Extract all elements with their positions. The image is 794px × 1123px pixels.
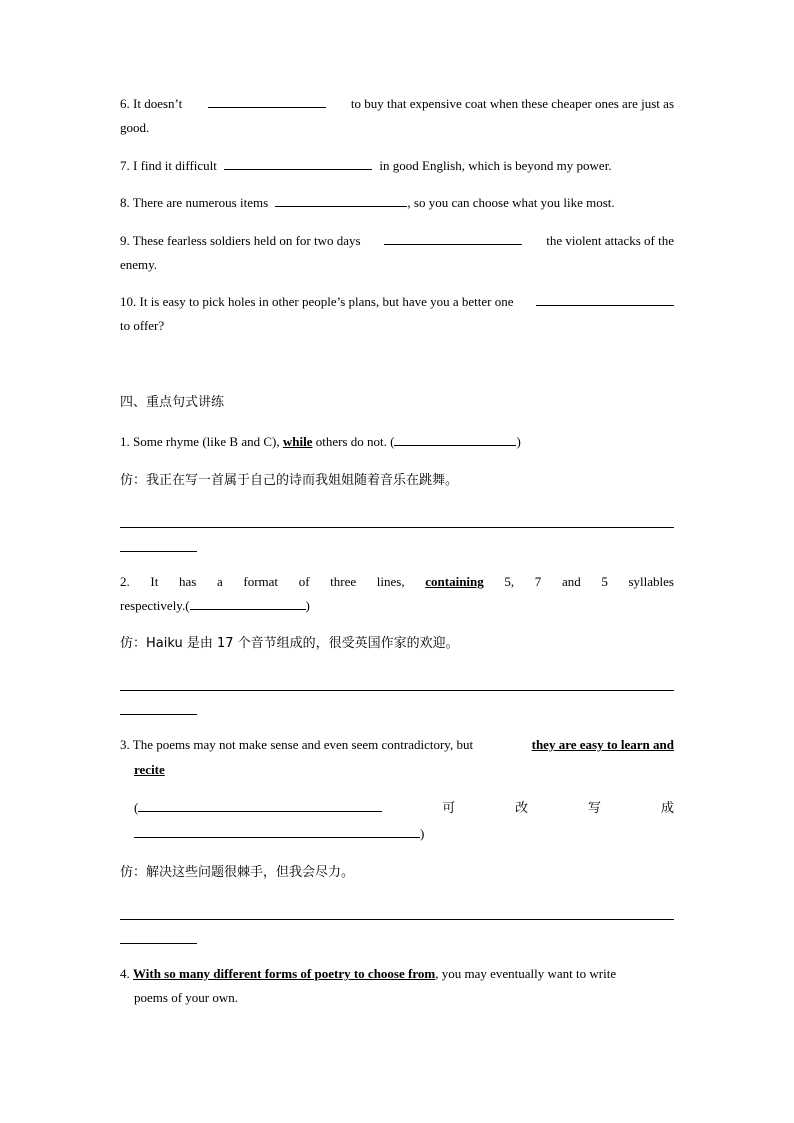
s3-rewrite-line bbox=[134, 796, 674, 821]
sentence-3 bbox=[120, 733, 674, 757]
s3-imitate: 仿：解决这些问题很棘手，但我会尽力。 bbox=[120, 865, 355, 880]
s2-word: 5 bbox=[601, 574, 608, 589]
q9-text-c: enemy. bbox=[120, 257, 158, 272]
question-9 bbox=[120, 229, 674, 253]
s1-answer-line-1[interactable] bbox=[120, 527, 674, 528]
s2-word: a bbox=[216, 574, 223, 589]
q9-blank[interactable] bbox=[384, 230, 522, 245]
s3-answer-line-1[interactable] bbox=[120, 919, 674, 920]
s2-word: syllables bbox=[628, 574, 674, 589]
s2-text-a: respectively.( bbox=[120, 598, 190, 613]
s4-text-a: , you may eventually want to write bbox=[435, 966, 617, 981]
s4-bold: With so many different forms of poetry to choose from bbox=[133, 966, 436, 981]
s1-bold: while bbox=[282, 434, 313, 449]
s2-line-2 bbox=[120, 594, 674, 618]
sentence-1 bbox=[120, 430, 674, 454]
q8-text-a: 8. There are numerous items bbox=[120, 195, 269, 210]
s2-word: three bbox=[330, 574, 357, 589]
s3-line-2 bbox=[134, 758, 674, 782]
s3-blank-2[interactable] bbox=[134, 823, 420, 838]
s2-word: 5, bbox=[504, 574, 515, 589]
q6-text-b: to buy that expensive coat when these cheaper ones are just as bbox=[350, 96, 674, 111]
sentence-2 bbox=[120, 570, 674, 594]
s2-word: It bbox=[150, 574, 159, 589]
question-8 bbox=[120, 191, 674, 215]
s2-bold: containing bbox=[425, 574, 484, 589]
s2-blank[interactable] bbox=[190, 595, 306, 610]
q10-text-c: to offer? bbox=[120, 318, 165, 333]
s1-text-c: ) bbox=[516, 434, 521, 449]
q10-blank[interactable] bbox=[536, 291, 674, 306]
q8-text-b: , so you can choose what you like most. bbox=[407, 195, 615, 210]
s1-imitate: 仿：我正在写一首属于自己的诗而我姐姐随着音乐在跳舞。 bbox=[120, 473, 459, 488]
s2-word: 7 bbox=[534, 574, 542, 589]
q6-blank[interactable] bbox=[208, 93, 326, 108]
s2-answer-line-2[interactable] bbox=[120, 714, 197, 715]
s4-text-b: poems of your own. bbox=[134, 990, 238, 1005]
s1-blank[interactable] bbox=[394, 431, 516, 446]
q10-text-a: 10. It is easy to pick holes in other people’s plans, but have you a better one bbox=[120, 294, 514, 309]
s3-paren-open: ( bbox=[134, 800, 139, 815]
s1-answer-line-2[interactable] bbox=[120, 551, 197, 552]
s2-word: format bbox=[243, 574, 279, 589]
s2-word: has bbox=[178, 574, 197, 589]
s3-rewrite-line-2 bbox=[134, 822, 674, 846]
s2-answer-line-1[interactable] bbox=[120, 690, 674, 691]
q8-blank[interactable] bbox=[275, 192, 407, 207]
s1-text-a: 1. Some rhyme (like B and C), bbox=[120, 434, 280, 449]
question-7 bbox=[120, 154, 674, 178]
s3-rewrite-open bbox=[134, 796, 382, 820]
s2-text-b: ) bbox=[305, 598, 310, 613]
s3-text-a: 3. The poems may not make sense and even seem contradictory, but bbox=[120, 737, 474, 752]
s3-bold-2: recite bbox=[134, 762, 165, 777]
q7-blank[interactable] bbox=[224, 155, 372, 170]
s2-word: of bbox=[298, 574, 310, 589]
section-4-title: 四、重点句式讲练 bbox=[120, 395, 225, 410]
s2-word: and bbox=[561, 574, 581, 589]
q6-text-a: 6. It doesn’t bbox=[120, 96, 183, 111]
q9-text-a: 9. These fearless soldiers held on for two days bbox=[120, 233, 361, 248]
q6-text-c: good. bbox=[120, 120, 150, 135]
question-10 bbox=[120, 290, 674, 314]
q7-text-b: in good English, which is beyond my power. bbox=[379, 158, 612, 173]
s2-word: 2. bbox=[120, 574, 130, 589]
s3-paren-close: ) bbox=[420, 826, 425, 841]
s4-num: 4. bbox=[120, 966, 130, 981]
question-6 bbox=[120, 92, 674, 116]
s3-char: 写 bbox=[588, 801, 602, 816]
s3-blank-1[interactable] bbox=[138, 797, 382, 812]
s3-char: 可 bbox=[442, 801, 456, 816]
s1-text-b: others do not. ( bbox=[315, 434, 395, 449]
s2-word: lines, bbox=[376, 574, 405, 589]
q7-text-a: 7. I find it difficult bbox=[120, 158, 217, 173]
s4-head bbox=[120, 962, 616, 986]
s2-imitate: 仿：Haiku 是由 17 个音节组成的，很受英国作家的欢迎。 bbox=[120, 636, 459, 651]
sentence-4 bbox=[120, 962, 674, 986]
s3-char: 成 bbox=[660, 801, 674, 816]
s3-char: 改 bbox=[515, 801, 529, 816]
s3-bold-1: they are easy to learn and bbox=[531, 737, 674, 752]
q9-text-b: the violent attacks of the bbox=[546, 233, 674, 248]
s3-answer-line-2[interactable] bbox=[120, 943, 197, 944]
